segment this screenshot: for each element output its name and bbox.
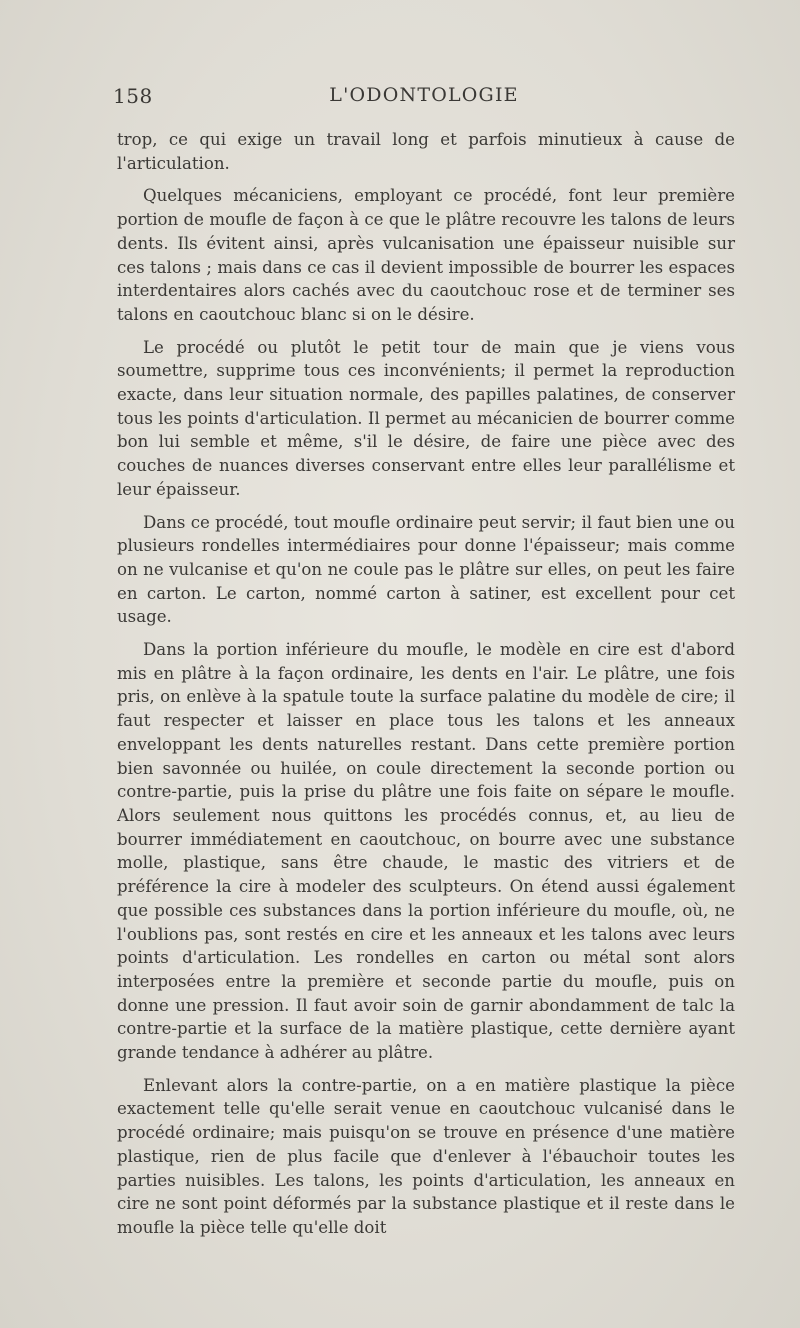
paragraph: Quelques mécaniciens, employant ce procédé, font leur première portion de moufle de façon à ce que le plâtre recouvre les talons de leurs dents. Ils évitent ainsi, après vulcanisation une épaisseur nuisible sur ces talons ; mais dans ce cas il devient impossible de bourrer les espaces interdentaires alors cachés avec du caoutchouc rose et de terminer ses talons en caoutchouc blanc si on le désire. bbox=[117, 186, 735, 324]
paragraph: Dans ce procédé, tout moufle ordinaire peut servir; il faut bien une ou plusieurs rondelles intermédiaires pour donne l'épaisseur; mais comme on ne vulcanise et qu'on ne coule pas le plâtre sur elles, on peut les faire en carton. Le carton, nommé carton à satiner, est excellent pour cet usage. bbox=[117, 512, 735, 627]
paragraph: Le procédé ou plutôt le petit tour de main que je viens vous soumettre, supprime tous ces inconvénients; il permet la reproduction exacte, dans leur situation normale, des papilles palatines, de conserver tous les points d'articulation. Il permet au mécanicien de bourrer comme bon lui semble et même, s'il le désire, de faire une pièce avec des couches de nuances diverses conservant entre elles leur parallélisme et leur épaisseur. bbox=[117, 337, 735, 499]
body-text bbox=[117, 128, 735, 1249]
running-title: L'ODONTOLOGIE bbox=[329, 84, 519, 106]
page-header bbox=[113, 84, 735, 114]
paragraph-continued: trop, ce qui exige un travail long et parfois minutieux à cause de l'articulation. bbox=[117, 130, 735, 173]
paragraph: Enlevant alors la contre-partie, on a en matière plastique la pièce exactement telle qu'elle serait venue en caoutchouc vulcanisé dans le procédé ordinaire; mais puisqu'on se trouve en présence d'une matière plastique, rien de plus facile que d'enlever à l'ébauchoir toutes les parties nuisibles. Les talons, les points d'articulation, les anneaux en cire ne sont point déformés par la substance plastique et il reste dans le moufle la pièce telle qu'elle doit bbox=[117, 1075, 735, 1237]
page-number: 158 bbox=[113, 84, 153, 108]
paragraph: Dans la portion inférieure du moufle, le modèle en cire est d'abord mis en plâtre à la façon ordinaire, les dents en l'air. Le plâtre, une fois pris, on enlève à la spatule toute la surface palatine du modèle de cire; il faut respecter et laisser en place tous les talons et les anneaux enveloppant les dents naturelles restant. Dans cette première portion bien savonnée ou huilée, on coule directement la seconde portion ou contre-partie, puis la prise du plâtre une fois faite on sépare le moufle. Alors seulement nous quittons les procédés connus, et, au lieu de bourrer immédiatement en caoutchouc, on bourre avec une substance molle, plastique, sans être chaude, le mastic des vitriers et de préférence la cire à modeler des sculpteurs. On étend aussi également que possible ces substances dans la portion inférieure du moufle, où, ne l'oublions pas, sont restés en cire et les anneaux et les talons avec leurs points d'articulation. Les rondelles en carton ou métal sont alors interposées entre la première et seconde partie du moufle, puis on donne une pression. Il faut avoir soin de garnir abondamment de talc la contre-partie et la surface de la matière plastique, cette dernière ayant grande tendance à adhérer au plâtre. bbox=[117, 640, 735, 1063]
